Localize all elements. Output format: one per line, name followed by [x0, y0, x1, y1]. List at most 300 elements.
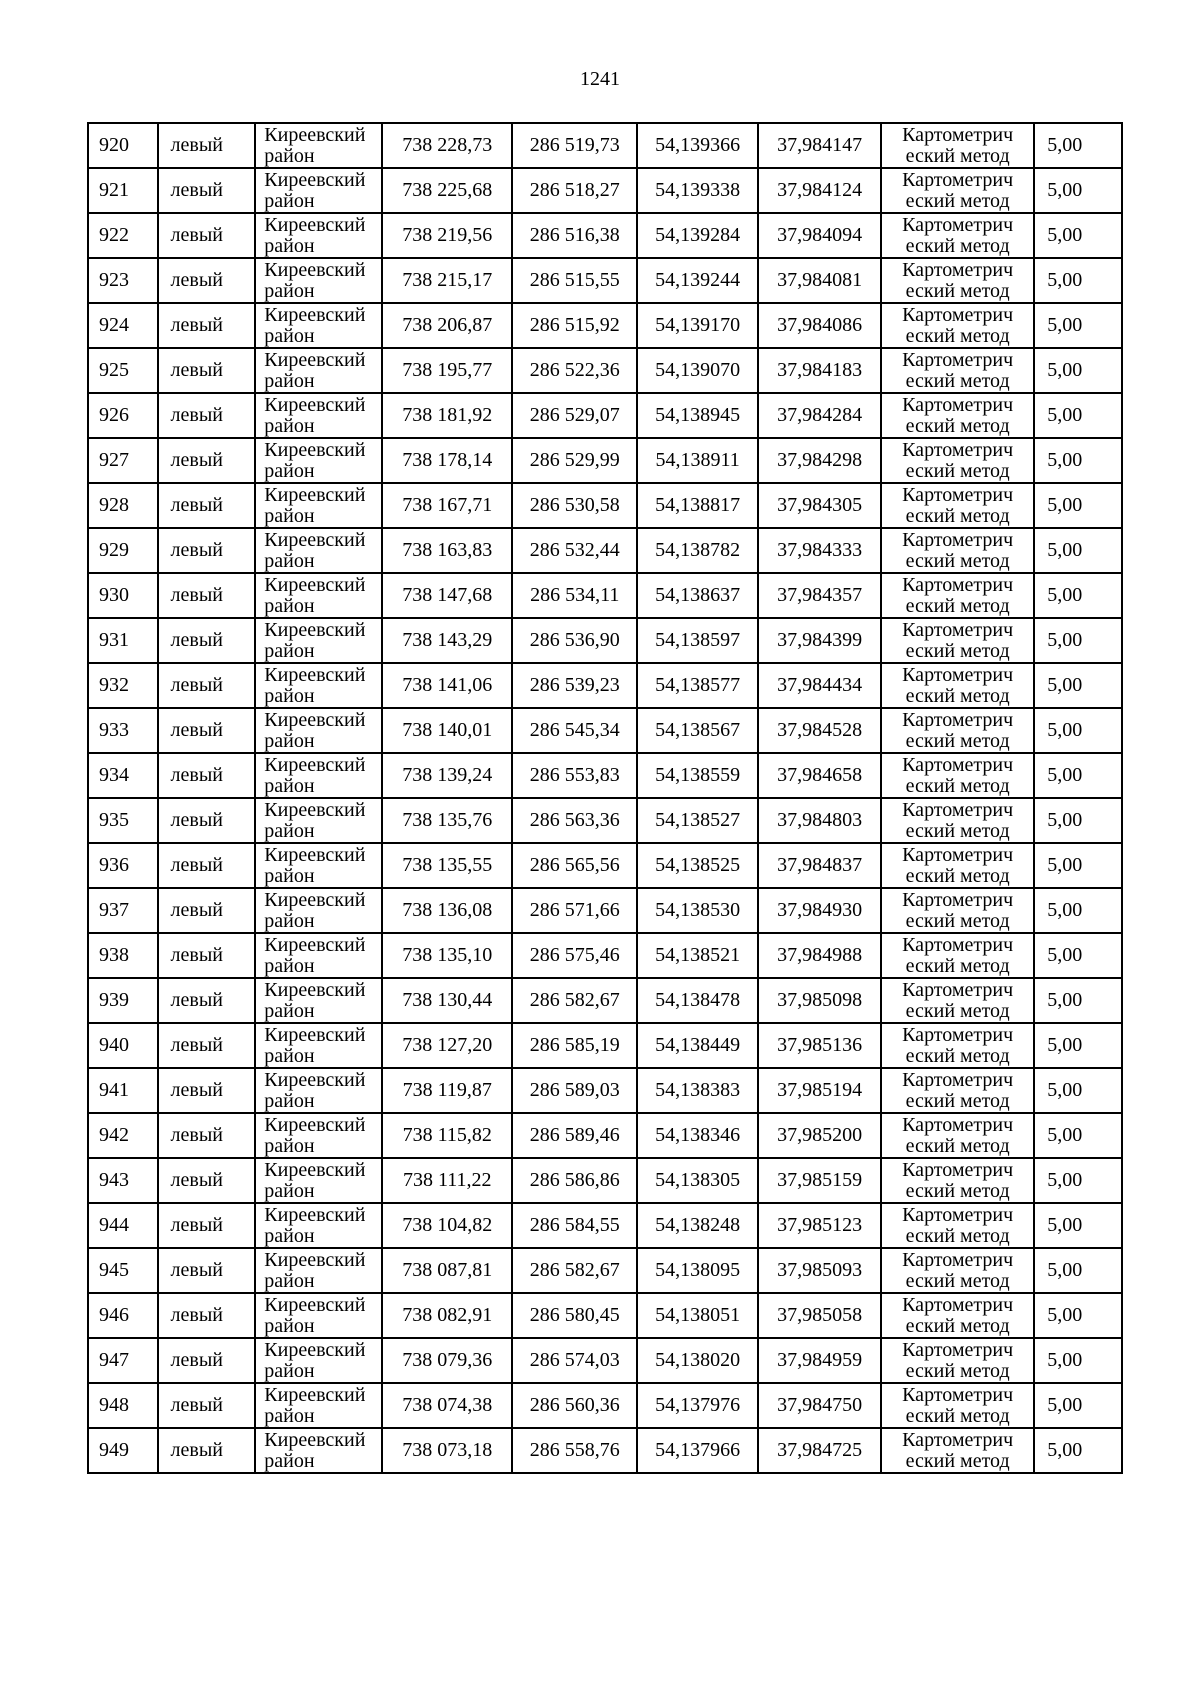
coord-y-cell: 286 565,56: [512, 843, 637, 888]
coord-y-cell: 286 586,86: [512, 1158, 637, 1203]
method-cell: Картометрич еский метод: [881, 1023, 1034, 1068]
coord-y-cell: 286 575,46: [512, 933, 637, 978]
table-row: [88, 1428, 1122, 1473]
method-cell: Картометрич еский метод: [881, 843, 1034, 888]
coord-x-cell: 738 082,91: [382, 1293, 512, 1338]
side-cell: левый: [158, 888, 256, 933]
coord-y-cell: 286 563,36: [512, 798, 637, 843]
district-cell: Киреевский район: [255, 348, 382, 393]
method-cell: Картометрич еский метод: [881, 168, 1034, 213]
longitude-cell: 37,984399: [758, 618, 881, 663]
point-number-cell: 943: [88, 1158, 158, 1203]
accuracy-cell: 5,00: [1034, 168, 1122, 213]
method-cell: Картометрич еский метод: [881, 393, 1034, 438]
accuracy-cell: 5,00: [1034, 393, 1122, 438]
coord-y-cell: 286 589,03: [512, 1068, 637, 1113]
latitude-cell: 54,139366: [637, 123, 758, 168]
district-cell: Киреевский район: [255, 618, 382, 663]
side-cell: левый: [158, 168, 256, 213]
coord-x-cell: 738 141,06: [382, 663, 512, 708]
district-cell: Киреевский район: [255, 1158, 382, 1203]
latitude-cell: 54,139284: [637, 213, 758, 258]
coord-x-cell: 738 074,38: [382, 1383, 512, 1428]
latitude-cell: 54,138449: [637, 1023, 758, 1068]
district-cell: Киреевский район: [255, 1383, 382, 1428]
accuracy-cell: 5,00: [1034, 1023, 1122, 1068]
point-number-cell: 945: [88, 1248, 158, 1293]
longitude-cell: 37,984803: [758, 798, 881, 843]
side-cell: левый: [158, 798, 256, 843]
point-number-cell: 940: [88, 1023, 158, 1068]
point-number-cell: 944: [88, 1203, 158, 1248]
point-number-cell: 926: [88, 393, 158, 438]
latitude-cell: 54,138346: [637, 1113, 758, 1158]
accuracy-cell: 5,00: [1034, 1113, 1122, 1158]
coord-y-cell: 286 560,36: [512, 1383, 637, 1428]
method-cell: Картометрич еский метод: [881, 753, 1034, 798]
method-cell: Картометрич еский метод: [881, 798, 1034, 843]
coord-y-cell: 286 582,67: [512, 1248, 637, 1293]
method-cell: Картометрич еский метод: [881, 1113, 1034, 1158]
longitude-cell: 37,984959: [758, 1338, 881, 1383]
longitude-cell: 37,984528: [758, 708, 881, 753]
longitude-cell: 37,984094: [758, 213, 881, 258]
side-cell: левый: [158, 753, 256, 798]
method-cell: Картометрич еский метод: [881, 1248, 1034, 1293]
table-row: [88, 1113, 1122, 1158]
latitude-cell: 54,139244: [637, 258, 758, 303]
method-cell: Картометрич еский метод: [881, 528, 1034, 573]
table-row: [88, 1248, 1122, 1293]
point-number-cell: 948: [88, 1383, 158, 1428]
longitude-cell: 37,985093: [758, 1248, 881, 1293]
method-cell: Картометрич еский метод: [881, 303, 1034, 348]
latitude-cell: 54,138248: [637, 1203, 758, 1248]
longitude-cell: 37,984930: [758, 888, 881, 933]
longitude-cell: 37,984750: [758, 1383, 881, 1428]
point-number-cell: 928: [88, 483, 158, 528]
accuracy-cell: 5,00: [1034, 1248, 1122, 1293]
table-row: [88, 753, 1122, 798]
accuracy-cell: 5,00: [1034, 483, 1122, 528]
method-cell: Картометрич еский метод: [881, 438, 1034, 483]
side-cell: левый: [158, 1023, 256, 1068]
coord-y-cell: 286 580,45: [512, 1293, 637, 1338]
longitude-cell: 37,984298: [758, 438, 881, 483]
point-number-cell: 946: [88, 1293, 158, 1338]
coord-y-cell: 286 585,19: [512, 1023, 637, 1068]
table-row: [88, 1203, 1122, 1248]
side-cell: левый: [158, 393, 256, 438]
side-cell: левый: [158, 1203, 256, 1248]
coord-x-cell: 738 163,83: [382, 528, 512, 573]
coordinates-table: [87, 122, 1123, 1474]
accuracy-cell: 5,00: [1034, 1203, 1122, 1248]
district-cell: Киреевский район: [255, 483, 382, 528]
point-number-cell: 929: [88, 528, 158, 573]
table-row: [88, 933, 1122, 978]
accuracy-cell: 5,00: [1034, 888, 1122, 933]
district-cell: Киреевский район: [255, 1023, 382, 1068]
coord-y-cell: 286 539,23: [512, 663, 637, 708]
latitude-cell: 54,139338: [637, 168, 758, 213]
district-cell: Киреевский район: [255, 708, 382, 753]
coord-y-cell: 286 584,55: [512, 1203, 637, 1248]
coord-y-cell: 286 529,07: [512, 393, 637, 438]
method-cell: Картометрич еский метод: [881, 618, 1034, 663]
district-cell: Киреевский район: [255, 1203, 382, 1248]
point-number-cell: 924: [88, 303, 158, 348]
table-row: [88, 213, 1122, 258]
accuracy-cell: 5,00: [1034, 303, 1122, 348]
coord-x-cell: 738 127,20: [382, 1023, 512, 1068]
district-cell: Киреевский район: [255, 663, 382, 708]
side-cell: левый: [158, 843, 256, 888]
district-cell: Киреевский район: [255, 933, 382, 978]
accuracy-cell: 5,00: [1034, 753, 1122, 798]
accuracy-cell: 5,00: [1034, 1383, 1122, 1428]
table-row: [88, 1383, 1122, 1428]
district-cell: Киреевский район: [255, 303, 382, 348]
accuracy-cell: 5,00: [1034, 1293, 1122, 1338]
longitude-cell: 37,984988: [758, 933, 881, 978]
coord-y-cell: 286 545,34: [512, 708, 637, 753]
accuracy-cell: 5,00: [1034, 1338, 1122, 1383]
point-number-cell: 931: [88, 618, 158, 663]
district-cell: Киреевский район: [255, 1068, 382, 1113]
coord-y-cell: 286 589,46: [512, 1113, 637, 1158]
side-cell: левый: [158, 708, 256, 753]
point-number-cell: 947: [88, 1338, 158, 1383]
point-number-cell: 936: [88, 843, 158, 888]
table-row: [88, 303, 1122, 348]
accuracy-cell: 5,00: [1034, 798, 1122, 843]
latitude-cell: 54,138817: [637, 483, 758, 528]
method-cell: Картометрич еский метод: [881, 1203, 1034, 1248]
accuracy-cell: 5,00: [1034, 528, 1122, 573]
coord-x-cell: 738 087,81: [382, 1248, 512, 1293]
coord-x-cell: 738 136,08: [382, 888, 512, 933]
coord-x-cell: 738 143,29: [382, 618, 512, 663]
coord-y-cell: 286 522,36: [512, 348, 637, 393]
latitude-cell: 54,138383: [637, 1068, 758, 1113]
point-number-cell: 949: [88, 1428, 158, 1473]
coord-x-cell: 738 135,76: [382, 798, 512, 843]
coord-x-cell: 738 111,22: [382, 1158, 512, 1203]
coord-y-cell: 286 530,58: [512, 483, 637, 528]
side-cell: левый: [158, 978, 256, 1023]
side-cell: левый: [158, 1383, 256, 1428]
latitude-cell: 54,139170: [637, 303, 758, 348]
longitude-cell: 37,984183: [758, 348, 881, 393]
table-row: [88, 888, 1122, 933]
table-row: [88, 438, 1122, 483]
longitude-cell: 37,984305: [758, 483, 881, 528]
table-row: [88, 618, 1122, 663]
coord-y-cell: 286 518,27: [512, 168, 637, 213]
accuracy-cell: 5,00: [1034, 1158, 1122, 1203]
longitude-cell: 37,984357: [758, 573, 881, 618]
point-number-cell: 941: [88, 1068, 158, 1113]
method-cell: Картометрич еский метод: [881, 213, 1034, 258]
latitude-cell: 54,137976: [637, 1383, 758, 1428]
point-number-cell: 932: [88, 663, 158, 708]
coord-y-cell: 286 582,67: [512, 978, 637, 1023]
longitude-cell: 37,984124: [758, 168, 881, 213]
side-cell: левый: [158, 1068, 256, 1113]
coord-x-cell: 738 104,82: [382, 1203, 512, 1248]
point-number-cell: 930: [88, 573, 158, 618]
method-cell: Картометрич еский метод: [881, 1158, 1034, 1203]
coord-y-cell: 286 515,55: [512, 258, 637, 303]
point-number-cell: 925: [88, 348, 158, 393]
point-number-cell: 939: [88, 978, 158, 1023]
table-row: [88, 1023, 1122, 1068]
method-cell: Картометрич еский метод: [881, 888, 1034, 933]
accuracy-cell: 5,00: [1034, 213, 1122, 258]
latitude-cell: 54,138095: [637, 1248, 758, 1293]
coord-x-cell: 738 130,44: [382, 978, 512, 1023]
point-number-cell: 937: [88, 888, 158, 933]
coord-x-cell: 738 167,71: [382, 483, 512, 528]
table-row: [88, 1068, 1122, 1113]
method-cell: Картометрич еский метод: [881, 933, 1034, 978]
coord-x-cell: 738 195,77: [382, 348, 512, 393]
point-number-cell: 942: [88, 1113, 158, 1158]
coord-y-cell: 286 519,73: [512, 123, 637, 168]
district-cell: Киреевский район: [255, 528, 382, 573]
coord-x-cell: 738 225,68: [382, 168, 512, 213]
accuracy-cell: 5,00: [1034, 438, 1122, 483]
latitude-cell: 54,138525: [637, 843, 758, 888]
district-cell: Киреевский район: [255, 753, 382, 798]
table-row: [88, 168, 1122, 213]
table-row: [88, 123, 1122, 168]
district-cell: Киреевский район: [255, 123, 382, 168]
accuracy-cell: 5,00: [1034, 123, 1122, 168]
point-number-cell: 938: [88, 933, 158, 978]
accuracy-cell: 5,00: [1034, 348, 1122, 393]
side-cell: левый: [158, 528, 256, 573]
coord-x-cell: 738 139,24: [382, 753, 512, 798]
page-number: 1241: [580, 68, 620, 90]
coord-y-cell: 286 529,99: [512, 438, 637, 483]
table-body: [88, 123, 1122, 1473]
accuracy-cell: 5,00: [1034, 708, 1122, 753]
accuracy-cell: 5,00: [1034, 978, 1122, 1023]
table-row: [88, 843, 1122, 888]
coord-y-cell: 286 516,38: [512, 213, 637, 258]
side-cell: левый: [158, 1338, 256, 1383]
latitude-cell: 54,138305: [637, 1158, 758, 1203]
coord-x-cell: 738 178,14: [382, 438, 512, 483]
coord-x-cell: 738 135,10: [382, 933, 512, 978]
coord-x-cell: 738 219,56: [382, 213, 512, 258]
latitude-cell: 54,138527: [637, 798, 758, 843]
longitude-cell: 37,984086: [758, 303, 881, 348]
latitude-cell: 54,138521: [637, 933, 758, 978]
latitude-cell: 54,138530: [637, 888, 758, 933]
coord-x-cell: 738 073,18: [382, 1428, 512, 1473]
accuracy-cell: 5,00: [1034, 1428, 1122, 1473]
coord-x-cell: 738 079,36: [382, 1338, 512, 1383]
side-cell: левый: [158, 303, 256, 348]
coord-y-cell: 286 571,66: [512, 888, 637, 933]
method-cell: Картометрич еский метод: [881, 663, 1034, 708]
longitude-cell: 37,984284: [758, 393, 881, 438]
coord-y-cell: 286 536,90: [512, 618, 637, 663]
latitude-cell: 54,138945: [637, 393, 758, 438]
method-cell: Картометрич еский метод: [881, 123, 1034, 168]
table-row: [88, 708, 1122, 753]
district-cell: Киреевский район: [255, 1113, 382, 1158]
latitude-cell: 54,137966: [637, 1428, 758, 1473]
longitude-cell: 37,985098: [758, 978, 881, 1023]
side-cell: левый: [158, 348, 256, 393]
latitude-cell: 54,138597: [637, 618, 758, 663]
side-cell: левый: [158, 438, 256, 483]
coord-y-cell: 286 574,03: [512, 1338, 637, 1383]
table-row: [88, 348, 1122, 393]
side-cell: левый: [158, 663, 256, 708]
coord-x-cell: 738 140,01: [382, 708, 512, 753]
district-cell: Киреевский район: [255, 573, 382, 618]
method-cell: Картометрич еский метод: [881, 1068, 1034, 1113]
method-cell: Картометрич еский метод: [881, 483, 1034, 528]
latitude-cell: 54,138911: [637, 438, 758, 483]
coord-x-cell: 738 206,87: [382, 303, 512, 348]
coord-y-cell: 286 534,11: [512, 573, 637, 618]
longitude-cell: 37,985159: [758, 1158, 881, 1203]
side-cell: левый: [158, 1248, 256, 1293]
point-number-cell: 934: [88, 753, 158, 798]
side-cell: левый: [158, 258, 256, 303]
side-cell: левый: [158, 618, 256, 663]
longitude-cell: 37,985200: [758, 1113, 881, 1158]
longitude-cell: 37,984434: [758, 663, 881, 708]
accuracy-cell: 5,00: [1034, 573, 1122, 618]
method-cell: Картометрич еский метод: [881, 573, 1034, 618]
longitude-cell: 37,984147: [758, 123, 881, 168]
latitude-cell: 54,138020: [637, 1338, 758, 1383]
table-row: [88, 1158, 1122, 1203]
longitude-cell: 37,984081: [758, 258, 881, 303]
side-cell: левый: [158, 1158, 256, 1203]
latitude-cell: 54,138637: [637, 573, 758, 618]
district-cell: Киреевский район: [255, 1293, 382, 1338]
longitude-cell: 37,985136: [758, 1023, 881, 1068]
longitude-cell: 37,985058: [758, 1293, 881, 1338]
coord-y-cell: 286 553,83: [512, 753, 637, 798]
coord-y-cell: 286 515,92: [512, 303, 637, 348]
table-row: [88, 528, 1122, 573]
table-row: [88, 663, 1122, 708]
accuracy-cell: 5,00: [1034, 1068, 1122, 1113]
latitude-cell: 54,138559: [637, 753, 758, 798]
side-cell: левый: [158, 1113, 256, 1158]
point-number-cell: 935: [88, 798, 158, 843]
coord-x-cell: 738 215,17: [382, 258, 512, 303]
district-cell: Киреевский район: [255, 1338, 382, 1383]
table-row: [88, 258, 1122, 303]
accuracy-cell: 5,00: [1034, 618, 1122, 663]
longitude-cell: 37,984725: [758, 1428, 881, 1473]
district-cell: Киреевский район: [255, 258, 382, 303]
district-cell: Киреевский район: [255, 978, 382, 1023]
table-row: [88, 798, 1122, 843]
coord-y-cell: 286 532,44: [512, 528, 637, 573]
method-cell: Картометрич еский метод: [881, 258, 1034, 303]
table-row: [88, 1338, 1122, 1383]
coord-x-cell: 738 147,68: [382, 573, 512, 618]
point-number-cell: 921: [88, 168, 158, 213]
district-cell: Киреевский район: [255, 1248, 382, 1293]
point-number-cell: 923: [88, 258, 158, 303]
longitude-cell: 37,985194: [758, 1068, 881, 1113]
side-cell: левый: [158, 1293, 256, 1338]
coord-x-cell: 738 115,82: [382, 1113, 512, 1158]
table-row: [88, 1293, 1122, 1338]
district-cell: Киреевский район: [255, 888, 382, 933]
coord-x-cell: 738 228,73: [382, 123, 512, 168]
coord-x-cell: 738 119,87: [382, 1068, 512, 1113]
accuracy-cell: 5,00: [1034, 663, 1122, 708]
coord-y-cell: 286 558,76: [512, 1428, 637, 1473]
side-cell: левый: [158, 213, 256, 258]
side-cell: левый: [158, 123, 256, 168]
district-cell: Киреевский район: [255, 843, 382, 888]
longitude-cell: 37,984658: [758, 753, 881, 798]
method-cell: Картометрич еский метод: [881, 708, 1034, 753]
longitude-cell: 37,984837: [758, 843, 881, 888]
district-cell: Киреевский район: [255, 168, 382, 213]
latitude-cell: 54,139070: [637, 348, 758, 393]
longitude-cell: 37,984333: [758, 528, 881, 573]
coord-x-cell: 738 181,92: [382, 393, 512, 438]
method-cell: Картометрич еский метод: [881, 348, 1034, 393]
latitude-cell: 54,138782: [637, 528, 758, 573]
district-cell: Киреевский район: [255, 798, 382, 843]
method-cell: Картометрич еский метод: [881, 1293, 1034, 1338]
district-cell: Киреевский район: [255, 1428, 382, 1473]
accuracy-cell: 5,00: [1034, 933, 1122, 978]
method-cell: Картометрич еский метод: [881, 1338, 1034, 1383]
district-cell: Киреевский район: [255, 393, 382, 438]
point-number-cell: 920: [88, 123, 158, 168]
latitude-cell: 54,138577: [637, 663, 758, 708]
district-cell: Киреевский район: [255, 213, 382, 258]
accuracy-cell: 5,00: [1034, 843, 1122, 888]
table-row: [88, 978, 1122, 1023]
longitude-cell: 37,985123: [758, 1203, 881, 1248]
point-number-cell: 933: [88, 708, 158, 753]
method-cell: Картометрич еский метод: [881, 1383, 1034, 1428]
latitude-cell: 54,138051: [637, 1293, 758, 1338]
method-cell: Картометрич еский метод: [881, 1428, 1034, 1473]
side-cell: левый: [158, 1428, 256, 1473]
district-cell: Киреевский район: [255, 438, 382, 483]
side-cell: левый: [158, 483, 256, 528]
point-number-cell: 927: [88, 438, 158, 483]
coord-x-cell: 738 135,55: [382, 843, 512, 888]
latitude-cell: 54,138567: [637, 708, 758, 753]
accuracy-cell: 5,00: [1034, 258, 1122, 303]
method-cell: Картометрич еский метод: [881, 978, 1034, 1023]
table-row: [88, 573, 1122, 618]
table-row: [88, 483, 1122, 528]
side-cell: левый: [158, 573, 256, 618]
side-cell: левый: [158, 933, 256, 978]
